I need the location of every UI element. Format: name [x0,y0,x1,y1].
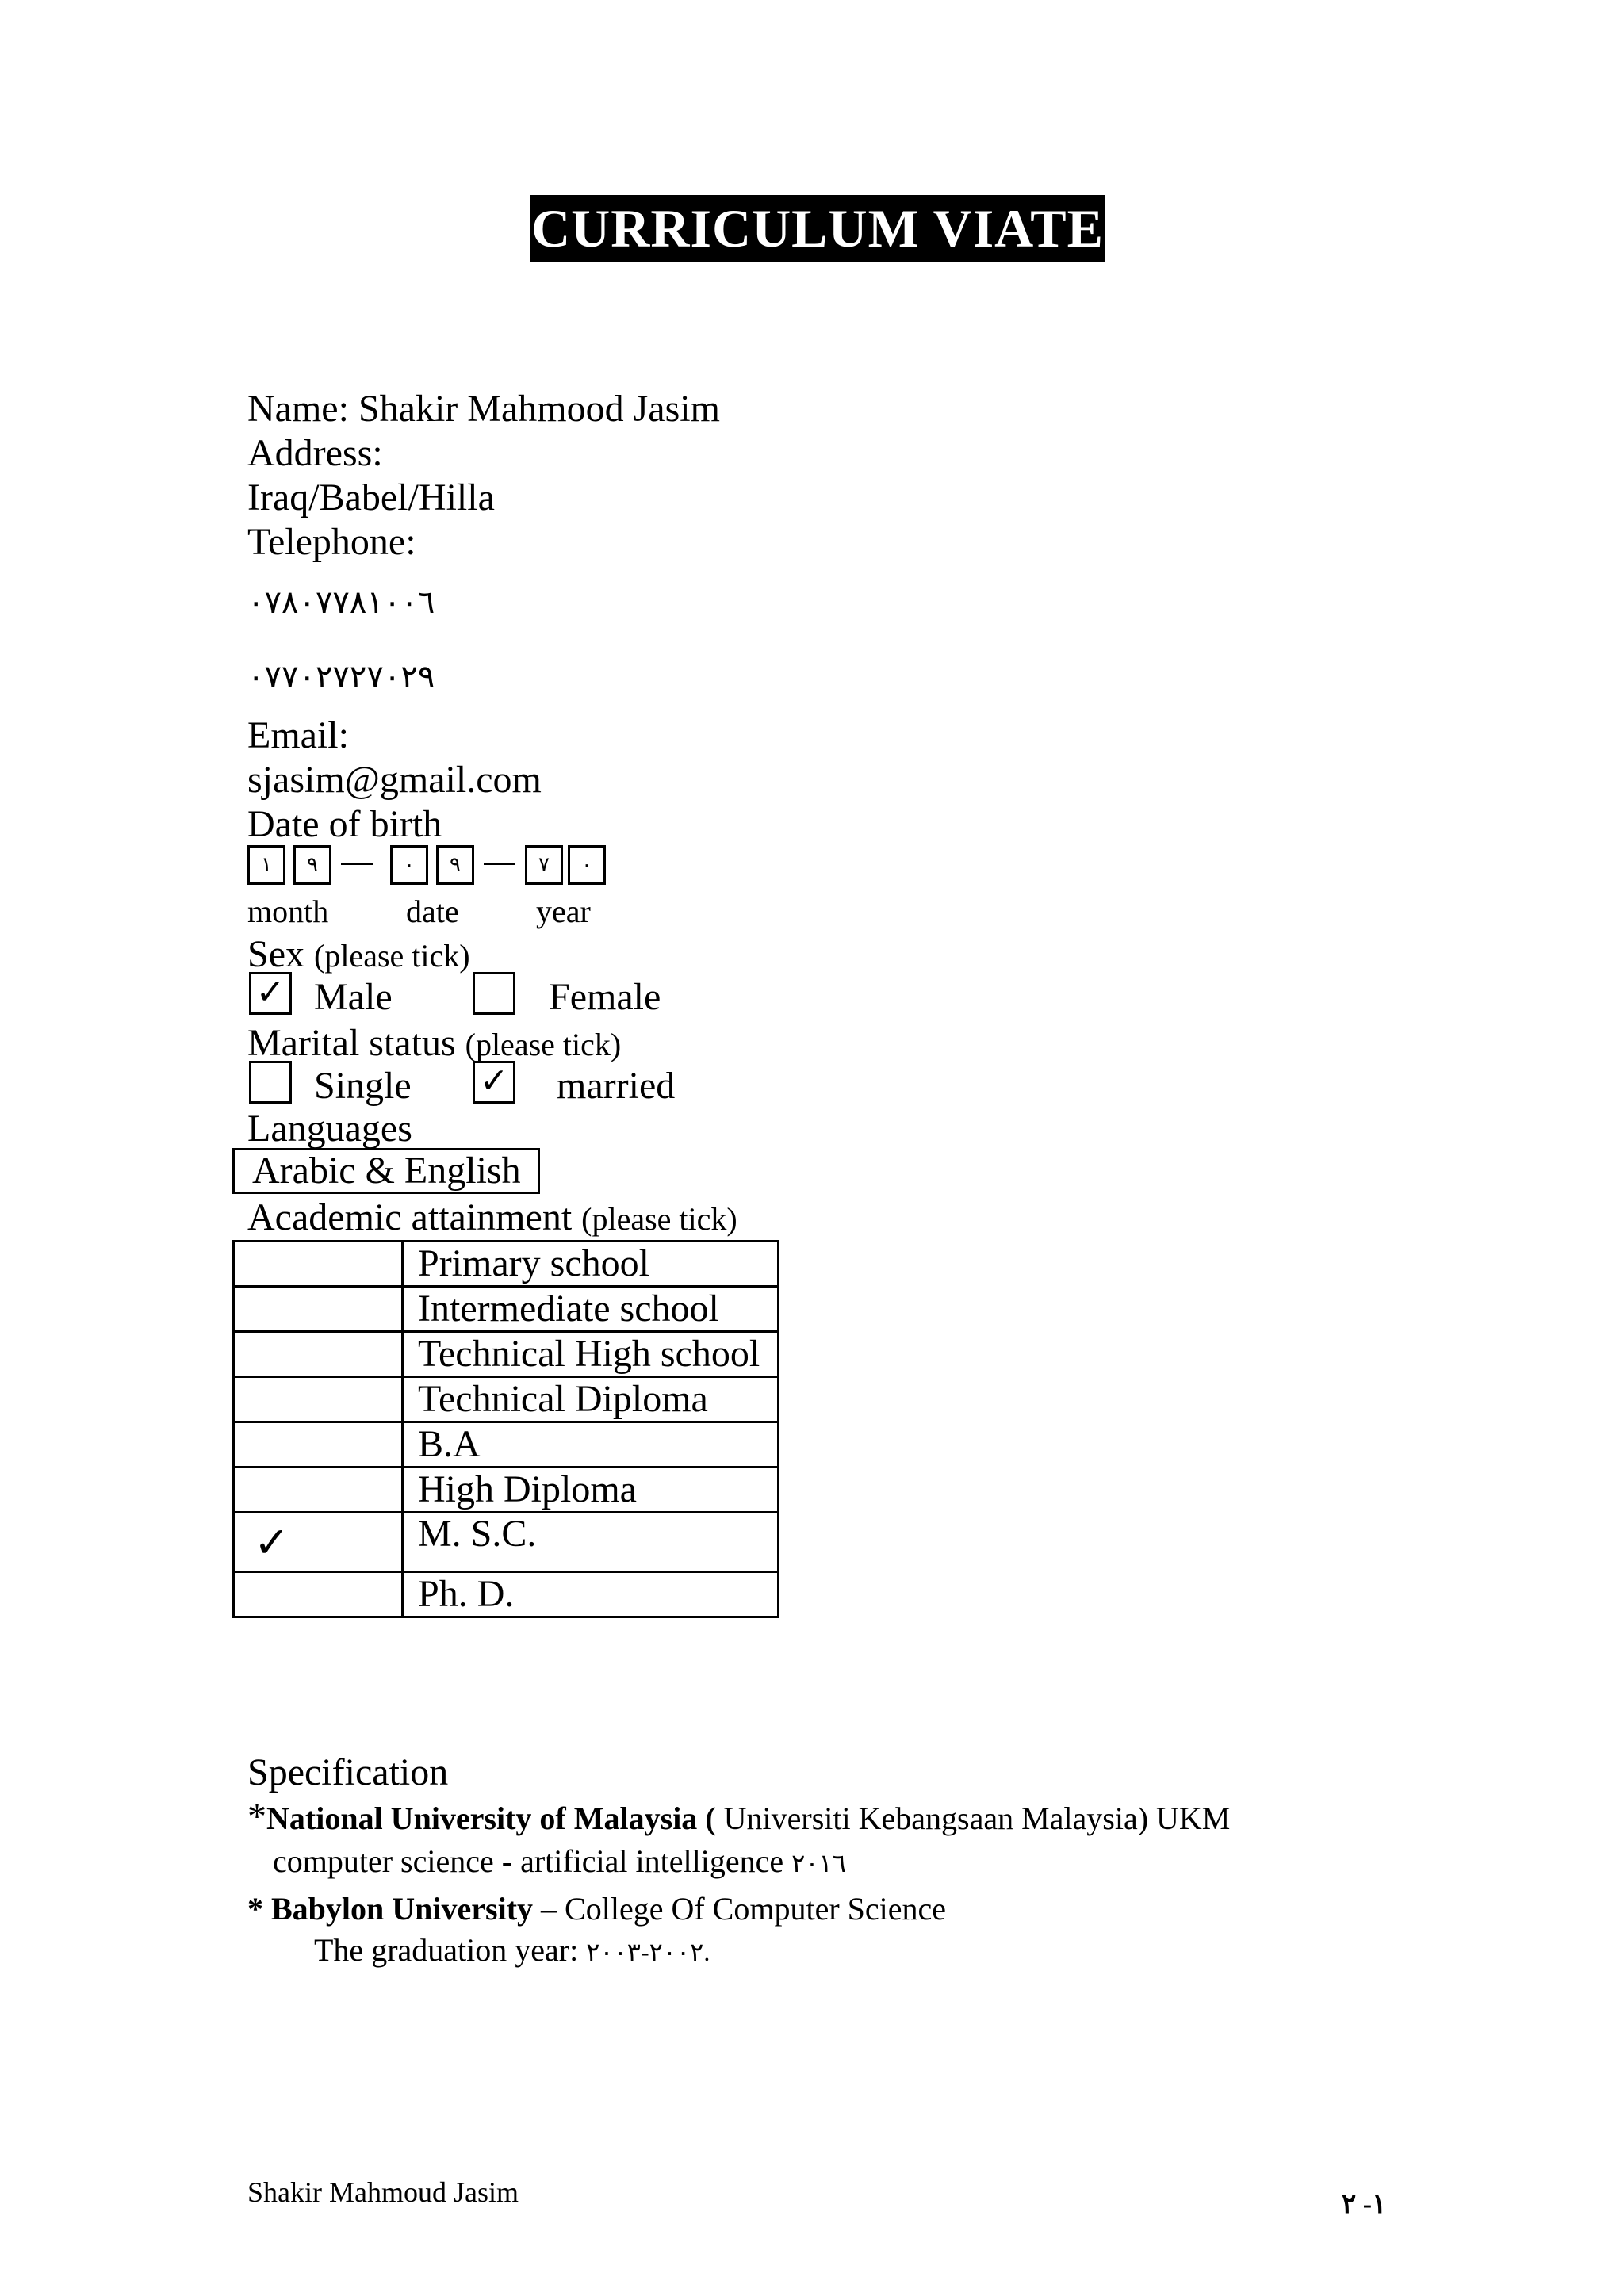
tick-cell[interactable] [234,1572,403,1617]
level-label: M. S.C. [403,1513,779,1572]
tick-cell[interactable] [234,1242,403,1287]
table-row [234,1332,779,1377]
dob-month-digit-2: ٩ [293,845,331,885]
married-checkbox[interactable]: ✓ [473,1061,515,1104]
spec-entry-1-bullet: * [247,1796,266,1838]
spec-entry-2 [247,1890,946,1928]
name-line: Name: Shakir Mahmood Jasim [247,388,720,430]
level-label: Intermediate school [403,1287,779,1332]
address-label: Address: [247,432,383,474]
phone-number-2: ٠٧٧٠٢٧٢٧٠٢٩ [247,659,435,695]
dob-month-label: month [247,894,329,929]
dob-label: Date of birth [247,803,442,845]
sex-hint: (please tick) [314,938,470,974]
email-value: sjasim@gmail.com [247,759,542,801]
marital-label: Marital status [247,1022,456,1064]
female-label: Female [549,976,661,1018]
document-title: CURRICULUM VIATE [530,195,1105,262]
tick-cell[interactable] [234,1377,403,1422]
level-label: High Diploma [403,1468,779,1513]
academic-label: Academic attainment [247,1196,573,1238]
table-row [234,1422,779,1468]
tick-cell[interactable] [234,1332,403,1377]
female-checkbox[interactable] [473,972,515,1015]
sex-label: Sex [247,933,304,975]
male-label: Male [314,976,393,1018]
spec-entry-1-year: ٢٠١٦ [791,1849,846,1877]
table-row [234,1513,779,1572]
tick-cell[interactable] [234,1422,403,1468]
level-label: Ph. D. [403,1572,779,1617]
level-label: Technical Diploma [403,1377,779,1422]
dob-year-label: year [536,894,591,929]
table-row [234,1242,779,1287]
spec-entry-1-line2 [273,1843,846,1882]
languages-value-box: Arabic & English [232,1148,540,1194]
academic-table [232,1240,779,1618]
dob-date-digit-2: ٩ [436,845,474,885]
table-row [234,1287,779,1332]
specification-label: Specification [247,1751,449,1793]
spec-entry-2-year: ٢٠٠٢-٢٠٠٣. [586,1938,710,1966]
email-label: Email: [247,714,349,756]
single-label: Single [314,1065,412,1107]
dob-separator-1 [341,863,373,865]
dob-date-label: date [406,894,459,929]
footer-author: Shakir Mahmoud Jasim [247,2176,519,2208]
level-label: Technical High school [403,1332,779,1377]
spec-entry-2-label: The graduation year: [314,1932,579,1968]
dob-date-digit-1: ٠ [390,845,428,885]
address-value: Iraq/Babel/Hilla [247,476,495,519]
tick-cell[interactable]: ✓ [234,1513,403,1572]
married-label: married [557,1065,676,1107]
telephone-label: Telephone: [247,521,416,563]
spec-entry-1 [247,1798,1230,1838]
single-checkbox[interactable] [249,1061,292,1104]
table-row [234,1468,779,1513]
male-checkbox[interactable]: ✓ [249,972,292,1015]
spec-entry-2-line2 [314,1931,710,1971]
dob-separator-2 [484,863,515,865]
level-label: B.A [403,1422,779,1468]
marital-label-line [247,1021,621,1067]
spec-entry-1-field: computer science - artificial intelligence [273,1843,784,1879]
tick-cell[interactable] [234,1468,403,1513]
spec-entry-1-institution: National University of Malaysia ( [266,1800,716,1836]
dob-month-digit-1: ١ [247,845,285,885]
table-row [234,1377,779,1422]
dob-year-digit-2: ٠ [568,845,606,885]
marital-hint: (please tick) [465,1027,622,1062]
tick-cell[interactable] [234,1287,403,1332]
page-number: ١- ٢ [1342,2190,1387,2219]
languages-label: Languages [247,1108,412,1150]
level-label: Primary school [403,1242,779,1287]
academic-hint: (please tick) [581,1201,737,1237]
spec-entry-2-institution: * Babylon University [247,1891,534,1927]
spec-entry-2-detail: – College Of Computer Science [533,1891,947,1927]
dob-year-digit-1: ٧ [525,845,563,885]
table-row [234,1572,779,1617]
phone-number-1: ٠٧٨٠٧٧٨١٠٠٦ [247,584,435,620]
spec-entry-1-detail: Universiti Kebangsaan Malaysia) UKM [715,1800,1231,1836]
academic-label-line [247,1196,737,1242]
